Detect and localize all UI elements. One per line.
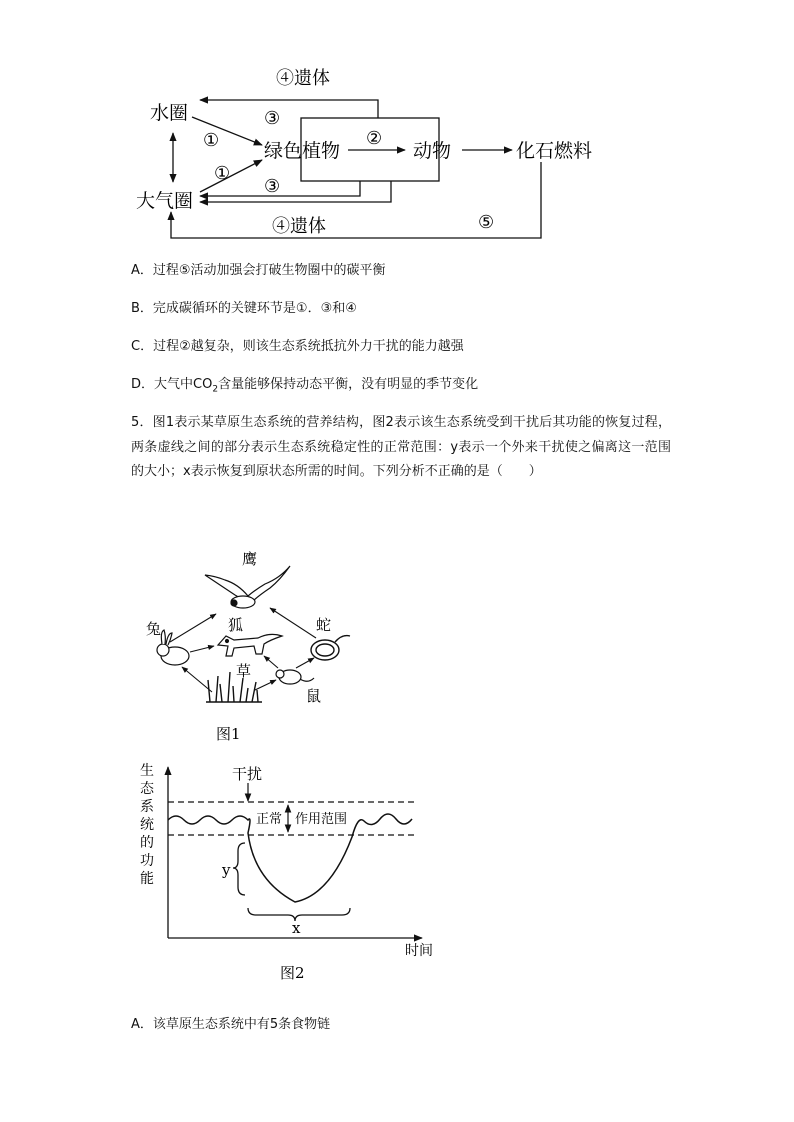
q4-option-b	[131, 300, 357, 318]
option-text: 该草原生态系统中有5条食物链	[152, 1017, 331, 1032]
svg-text:态: 态	[140, 781, 154, 797]
snake-icon	[311, 636, 350, 660]
animals-respiration-arrow	[200, 181, 391, 202]
remains-bottom-label: ④遗体	[272, 216, 326, 237]
option-text: 过程⑤活动加强会打破生物圈中的碳平衡	[152, 263, 386, 278]
plants-label: 绿色植物	[264, 140, 341, 162]
arrow-grass-mouse	[255, 680, 276, 690]
grass-label: 草	[236, 662, 252, 680]
normal-range-label-right: 作用范围	[295, 812, 348, 827]
arrow-grass-rabbit	[182, 667, 212, 692]
arrow-rabbit-fox	[190, 646, 214, 652]
svg-text:能: 能	[140, 871, 154, 887]
process-2: ②	[366, 128, 383, 149]
option-letter: C．	[131, 339, 154, 354]
grass-icon	[206, 672, 262, 702]
svg-text:统: 统	[140, 817, 154, 833]
option-letter: A．	[131, 1017, 153, 1032]
arrow-rabbit-hawk	[170, 614, 216, 642]
animals-label: 动物	[413, 140, 452, 162]
time-label: 时间	[405, 943, 433, 959]
arrow-mouse-snake	[296, 658, 314, 668]
hawk-icon	[205, 566, 290, 608]
y-brace	[233, 843, 245, 895]
svg-text:系: 系	[140, 799, 154, 815]
svg-text:的: 的	[140, 835, 154, 851]
carbon-cycle-diagram	[0, 0, 794, 260]
y-axis-label	[140, 762, 155, 887]
process-1-upper: ①	[203, 130, 220, 151]
snake-label: 蛇	[316, 616, 332, 634]
stability-figure	[130, 755, 450, 990]
fig2-caption: 图2	[280, 964, 305, 982]
rabbit-icon	[157, 630, 189, 665]
normal-range-label-left: 正常	[256, 812, 283, 827]
process-3-lower: ③	[264, 176, 281, 197]
mouse-icon	[276, 670, 314, 684]
mouse-label: 鼠	[306, 687, 322, 705]
option-text: 完成碳循环的关键环节是①．③和④	[152, 301, 357, 316]
x-label: x	[292, 919, 301, 937]
option-text-before: 大气中CO	[154, 377, 213, 392]
hawk-label: 鹰	[242, 550, 258, 568]
q5-option-a	[131, 1016, 330, 1034]
function-curve	[168, 814, 412, 902]
option-text: 过程②越复杂，则该生态系统抵抗外力干扰的能力越强	[153, 339, 464, 354]
fossil-label: 化石燃料	[516, 140, 593, 162]
q5-stem: 5．图1表示某草原生态系统的营养结构，图2表示该生态系统受到干扰后其功能的恢复过程，两条虚线之间的部分表示生态系统稳定性的正常范围：y表示一个外来干扰使之偏离这一范围的大小；x表示恢复到原状态所需的时间。下列分析不正确的是（ ）	[131, 415, 671, 480]
rabbit-label: 兔	[146, 620, 162, 638]
q4-option-a	[131, 262, 386, 280]
svg-text:生: 生	[140, 763, 154, 779]
food-web-figure	[130, 540, 370, 750]
water-label: 水圈	[150, 102, 189, 124]
q4-option-c	[131, 338, 464, 356]
svg-text:功: 功	[140, 853, 154, 869]
option-letter: B．	[131, 301, 153, 316]
remains-top-arrow	[200, 100, 378, 118]
remains-top-label: ④遗体	[276, 68, 330, 89]
arrow-snake-hawk	[270, 608, 316, 638]
q4-option-d	[131, 376, 478, 399]
option-text-after: 含量能够保持动态平衡，没有明显的季节变化	[218, 377, 479, 392]
process-5: ⑤	[478, 212, 495, 233]
process-1-lower: ①	[214, 163, 231, 184]
option-letter: D．	[131, 377, 155, 392]
co2-subscript: 2	[212, 384, 219, 395]
fig1-caption: 图1	[216, 725, 241, 743]
arrow-mouse-fox	[264, 656, 278, 668]
fox-icon	[218, 634, 282, 656]
option-letter: A．	[131, 263, 153, 278]
y-label: y	[222, 861, 231, 879]
atmosphere-label: 大气圈	[136, 190, 194, 212]
process-3-upper: ③	[264, 108, 281, 129]
arrow-grass-fox	[222, 658, 228, 670]
atmosphere-plants-arrow	[200, 160, 262, 192]
disturb-label: 干扰	[232, 765, 263, 783]
fox-label: 狐	[228, 616, 244, 634]
